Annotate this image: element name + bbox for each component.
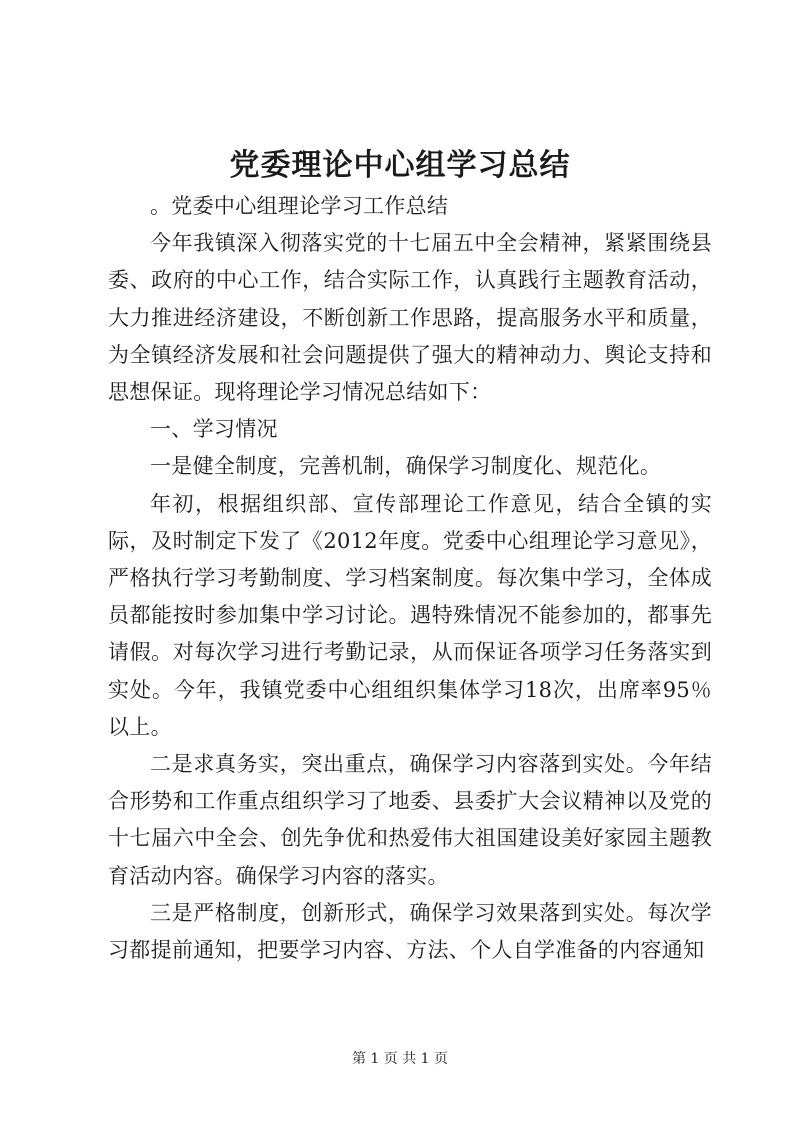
paragraph-point-one-detail: 年初，根据组织部、宣传部理论工作意见，结合全镇的实际，及时制定下发了《2012年度。党委中心组理论学习意见》，严格执行学习考勤制度、学习档案制度。每次集中学习，全体成员都能按时参加集中学习讨论。遇特殊情况不能参加的，都事先请假。对每次学习进行考勤记录，从而保证各项学习任务落实到实处。今年，我镇党委中心组组织集体学习18次，出席率95％以上。 (108, 491, 712, 739)
page-number-footer: 第 1 页 共 1 页 (351, 1051, 449, 1067)
section-heading: 一、学习情况 (150, 417, 278, 442)
paragraph-intro: 今年我镇深入彻落实党的十七届五中全会精神，紧紧围绕县委、政府的中心工作，结合实际工作，认真践行主题教育活动，大力推进经济建设，不断创新工作思路，提高服务水平和质量，为全镇经济发展和社会问题提供了强大的精神动力、舆论支持和思想保证。现将理论学习情况总结如下： (108, 231, 712, 405)
paragraph-point-one: 一是健全制度，完善机制，确保学习制度化、规范化。 (150, 454, 662, 479)
paragraph-point-two: 二是求真务实，突出重点，确保学习内容落到实处。今年结合形势和工作重点组织学习了地委、县委扩大会议精神以及党的十七届六中全会、创先争优和热爱伟大祖国建设美好家园主题教育活动内容。确保学习内容的落实。 (108, 752, 712, 888)
document-body (108, 188, 712, 969)
paragraph-subtitle: 。党委中心组理论学习工作总结 (150, 194, 449, 218)
paragraph-point-three: 三是严格制度，创新形式，确保学习效果落到实处。每次学习都提前通知，把要学习内容、方法、个人自学准备的内容通知 (108, 900, 712, 963)
page-title: 党委理论中心组学习总结 (229, 148, 571, 183)
